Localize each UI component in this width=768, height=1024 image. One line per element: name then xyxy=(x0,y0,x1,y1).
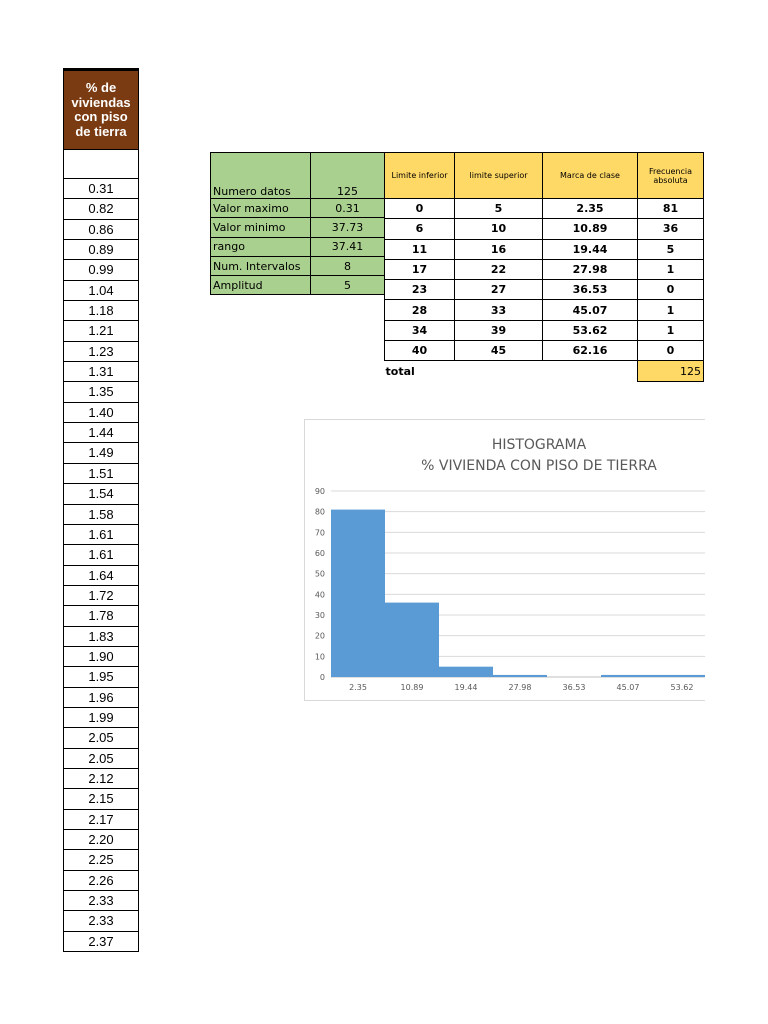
cell-limite-inferior[interactable]: 23 xyxy=(385,280,455,300)
data-cell[interactable]: 1.04 xyxy=(64,281,138,301)
histogram-chart[interactable] xyxy=(304,419,705,701)
summary-label[interactable]: Amplitud xyxy=(211,276,311,295)
cell-frecuencia-absoluta[interactable]: 1 xyxy=(638,300,704,320)
data-cell[interactable]: 2.33 xyxy=(64,891,138,911)
cell-marca-de-clase[interactable]: 19.44 xyxy=(543,239,638,259)
summary-label[interactable]: rango xyxy=(211,237,311,256)
cell-limite-inferior[interactable]: 34 xyxy=(385,320,455,340)
summary-label[interactable]: Valor maximo xyxy=(211,199,311,218)
y-tick-label: 60 xyxy=(314,549,325,558)
data-cell[interactable]: 2.20 xyxy=(64,830,138,850)
cell-limite-superior[interactable]: 27 xyxy=(455,280,543,300)
summary-label[interactable]: Valor minimo xyxy=(211,218,311,237)
data-cell[interactable]: 1.96 xyxy=(64,688,138,708)
data-cell[interactable]: 2.26 xyxy=(64,871,138,891)
cell-marca-de-clase[interactable]: 62.16 xyxy=(543,341,638,361)
data-cell[interactable]: 2.37 xyxy=(64,932,138,952)
cell-marca-de-clase[interactable]: 10.89 xyxy=(543,219,638,239)
data-cell[interactable]: 2.12 xyxy=(64,769,138,789)
histogram-bar[interactable] xyxy=(601,675,655,677)
data-cell[interactable]: 1.72 xyxy=(64,586,138,606)
cell-limite-inferior[interactable]: 28 xyxy=(385,300,455,320)
y-tick-label: 0 xyxy=(319,673,325,682)
data-cell[interactable]: 1.23 xyxy=(64,342,138,362)
header-marca-de-clase[interactable]: Marca de clase xyxy=(543,153,638,199)
chart-bars xyxy=(331,510,705,677)
summary-row xyxy=(211,218,385,237)
data-cell[interactable]: 0.82 xyxy=(64,199,138,219)
cell-frecuencia-absoluta[interactable]: 36 xyxy=(638,219,704,239)
x-tick-label: 19.44 xyxy=(454,683,478,692)
data-cell[interactable]: 1.49 xyxy=(64,443,138,463)
data-cell[interactable]: 1.61 xyxy=(64,525,138,545)
cell-limite-inferior[interactable]: 17 xyxy=(385,259,455,279)
freq-row xyxy=(385,199,704,219)
cell-limite-inferior[interactable]: 6 xyxy=(385,219,455,239)
freq-row xyxy=(385,341,704,361)
data-cell[interactable]: 2.05 xyxy=(64,749,138,769)
y-tick-label: 30 xyxy=(314,611,325,620)
data-cell[interactable]: 1.61 xyxy=(64,545,138,565)
freq-row xyxy=(385,219,704,239)
data-cell[interactable]: 1.44 xyxy=(64,423,138,443)
summary-value[interactable]: 125 xyxy=(311,153,385,199)
total-label[interactable]: total xyxy=(385,364,415,378)
frequency-table xyxy=(384,152,704,382)
data-cell[interactable]: 2.17 xyxy=(64,810,138,830)
chart-title-line-1: HISTOGRAMA xyxy=(491,437,587,453)
summary-row xyxy=(211,199,385,218)
data-cell[interactable]: 1.83 xyxy=(64,627,138,647)
freq-row xyxy=(385,259,704,279)
chart-y-axis xyxy=(315,487,325,682)
x-tick-label: 27.98 xyxy=(508,683,532,692)
chart-title-line-2: % VIVIENDA CON PISO DE TIERRA xyxy=(421,458,657,474)
cell-limite-superior[interactable]: 5 xyxy=(455,199,543,219)
summary-row xyxy=(211,256,385,275)
freq-row xyxy=(385,239,704,259)
chart-x-axis xyxy=(349,683,693,692)
summary-value[interactable]: 37.73 xyxy=(311,218,385,237)
summary-value[interactable]: 8 xyxy=(311,256,385,275)
cell-limite-inferior[interactable]: 40 xyxy=(385,341,455,361)
data-cell[interactable]: 1.18 xyxy=(64,301,138,321)
data-cell[interactable]: 1.90 xyxy=(64,647,138,667)
y-tick-label: 20 xyxy=(314,631,325,641)
data-column xyxy=(63,68,139,952)
cell-marca-de-clase[interactable]: 27.98 xyxy=(543,259,638,279)
x-tick-label: 10.89 xyxy=(400,683,424,692)
cell-limite-superior[interactable]: 45 xyxy=(455,341,543,361)
chart-svg xyxy=(305,420,705,700)
header-limite-inferior[interactable]: Limite inferior xyxy=(385,153,455,199)
data-cell[interactable]: 2.05 xyxy=(64,728,138,748)
data-cell[interactable]: 2.25 xyxy=(64,850,138,870)
data-cell[interactable]: 0.89 xyxy=(64,240,138,260)
empty-cell[interactable] xyxy=(455,361,543,381)
cell-frecuencia-absoluta[interactable]: 5 xyxy=(638,239,704,259)
cell-limite-superior[interactable]: 16 xyxy=(455,239,543,259)
data-cell[interactable]: 1.35 xyxy=(64,382,138,402)
y-tick-label: 70 xyxy=(314,528,325,538)
x-tick-label: 2.35 xyxy=(349,683,367,692)
freq-row xyxy=(385,320,704,340)
histogram-bar[interactable] xyxy=(385,603,439,677)
data-cell[interactable]: 0.31 xyxy=(64,179,138,199)
histogram-bar[interactable] xyxy=(331,510,385,677)
data-cell[interactable]: 1.21 xyxy=(64,321,138,341)
header-frecuencia-absoluta[interactable]: Frecuencia absoluta xyxy=(638,153,704,199)
cell-limite-superior[interactable]: 10 xyxy=(455,219,543,239)
cell-frecuencia-absoluta[interactable]: 0 xyxy=(638,280,704,300)
data-cell[interactable]: 0.86 xyxy=(64,220,138,240)
histogram-bar[interactable] xyxy=(439,667,493,677)
data-cell[interactable]: 1.99 xyxy=(64,708,138,728)
data-cell[interactable]: 2.15 xyxy=(64,789,138,809)
freq-row xyxy=(385,280,704,300)
y-tick-label: 90 xyxy=(314,487,325,496)
histogram-bar[interactable] xyxy=(493,675,547,677)
freq-row xyxy=(385,300,704,320)
data-cell[interactable]: 1.51 xyxy=(64,464,138,484)
cell-marca-de-clase[interactable]: 2.35 xyxy=(543,199,638,219)
cell-marca-de-clase[interactable]: 53.62 xyxy=(543,320,638,340)
summary-value[interactable]: 5 xyxy=(311,276,385,295)
data-cell[interactable]: 1.54 xyxy=(64,484,138,504)
data-cell[interactable]: 1.64 xyxy=(64,566,138,586)
cell-marca-de-clase[interactable]: 45.07 xyxy=(543,300,638,320)
header-limite-superior[interactable]: limite superior xyxy=(455,153,543,199)
x-tick-label: 53.62 xyxy=(670,683,694,692)
summary-label[interactable]: Numero datos xyxy=(211,153,311,199)
summary-value[interactable]: 0.31 xyxy=(311,199,385,218)
summary-row xyxy=(211,276,385,295)
empty-cell[interactable] xyxy=(543,361,638,381)
y-tick-label: 10 xyxy=(314,652,325,662)
cell-limite-superior[interactable]: 39 xyxy=(455,320,543,340)
cell-limite-superior[interactable]: 22 xyxy=(455,259,543,279)
cell-frecuencia-absoluta[interactable]: 0 xyxy=(638,341,704,361)
cell-frecuencia-absoluta[interactable]: 81 xyxy=(638,199,704,219)
y-tick-label: 40 xyxy=(314,590,325,600)
data-cell[interactable]: 1.31 xyxy=(64,362,138,382)
cell-marca-de-clase[interactable]: 36.53 xyxy=(543,280,638,300)
summary-label[interactable]: Num. Intervalos xyxy=(211,256,311,275)
y-tick-label: 50 xyxy=(314,569,325,579)
column-header[interactable]: % de viviendas con piso de tierra xyxy=(64,68,138,150)
column-values xyxy=(64,179,138,952)
total-value[interactable]: 125 xyxy=(638,361,704,381)
cell-limite-inferior[interactable]: 11 xyxy=(385,239,455,259)
data-cell[interactable]: 0.99 xyxy=(64,260,138,280)
data-cell[interactable]: 1.95 xyxy=(64,667,138,687)
summary-table xyxy=(210,152,385,295)
data-cell[interactable]: 1.40 xyxy=(64,403,138,423)
total-row xyxy=(385,361,704,381)
cell-limite-inferior[interactable]: 0 xyxy=(385,199,455,219)
y-tick-label: 80 xyxy=(314,507,325,517)
summary-row xyxy=(211,237,385,256)
data-cell[interactable]: 1.78 xyxy=(64,606,138,626)
summary-row xyxy=(211,153,385,199)
data-cell[interactable]: 1.58 xyxy=(64,505,138,525)
histogram-bar[interactable] xyxy=(655,675,705,677)
data-cell[interactable]: 2.33 xyxy=(64,911,138,931)
empty-cell[interactable] xyxy=(64,150,138,179)
cell-frecuencia-absoluta[interactable]: 1 xyxy=(638,259,704,279)
x-tick-label: 36.53 xyxy=(562,683,586,692)
cell-limite-superior[interactable]: 33 xyxy=(455,300,543,320)
summary-value[interactable]: 37.41 xyxy=(311,237,385,256)
cell-frecuencia-absoluta[interactable]: 1 xyxy=(638,320,704,340)
x-tick-label: 45.07 xyxy=(616,683,640,692)
